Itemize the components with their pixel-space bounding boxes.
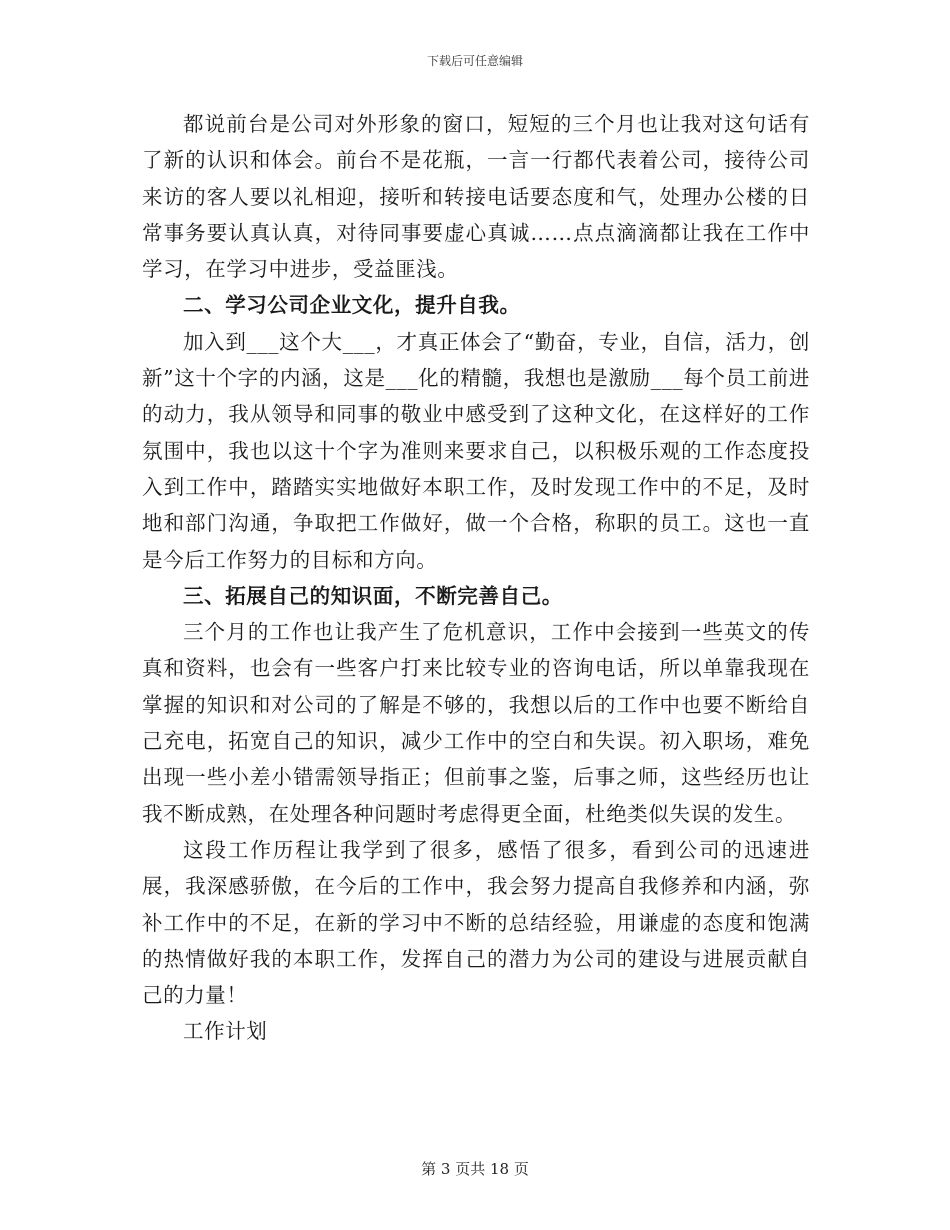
- section-heading-2: 二、学习公司企业文化，提升自我。: [183, 293, 521, 318]
- document-body: [142, 106, 810, 1050]
- page-footer: 第 3 页共 18 页: [421, 1160, 529, 1178]
- section-heading-3: 三、拓展自己的知识面，不断完善自己。: [183, 583, 563, 608]
- paragraph-knowledge: 三个月的工作也让我产生了危机意识，工作中会接到一些英文的传真和资料，也会有一些客户打来比较专业的咨询电话，所以单靠我现在掌握的知识和对公司的了解是不够的，我想以后的工作中也要不断给自己充电，拓宽自己的知识，减少工作中的空白和失误。初入职场，难免出现一些小差小错需领导指正；但前事之鉴，后事之师，这些经历也让我不断成熟，在处理各种问题时考虑得更全面，杜绝类似失误的发生。: [142, 620, 810, 826]
- page-header: 下载后可任意编辑: [426, 54, 523, 68]
- paragraph-front-desk: 都说前台是公司对外形象的窗口，短短的三个月也让我对这句话有了新的认识和体会。前台不是花瓶，一言一行都代表着公司，接待公司来访的客人要以礼相迎，接听和转接电话要态度和气，处理办公楼的日常事务要认真认真，对待同事要虚心真诚……点点滴滴都让我在工作中学习，在学习中进步，受益匪浅。: [142, 112, 810, 282]
- paragraph-culture: 加入到___这个大___，才真正体会了“勤奋，专业，自信，活力，创新”这十个字的内涵，这是___化的精髓，我想也是激励___每个员工前进的动力，我从领导和同事的敬业中感受到了这种文化，在这样好的工作氛围中，我也以这十个字为准则来要求自己，以积极乐观的工作态度投入到工作中，踏踏实实地做好本职工作，及时发现工作中的不足，及时地和部门沟通，争取把工作做好，做一个合格，称职的员工。这也一直是今后工作努力的目标和方向。: [142, 329, 810, 572]
- paragraph-work-plan-title: 工作计划: [183, 1019, 268, 1044]
- paragraph-conclusion: 这段工作历程让我学到了很多，感悟了很多，看到公司的迅速进展，我深感骄傲，在今后的工作中，我会努力提高自我修养和内涵，弥补工作中的不足，在新的学习中不断的总结经验，用谦虚的态度和饱满的热情做好我的本职工作，发挥自己的潜力为公司的建设与进展贡献自己的力量！: [142, 837, 810, 1008]
